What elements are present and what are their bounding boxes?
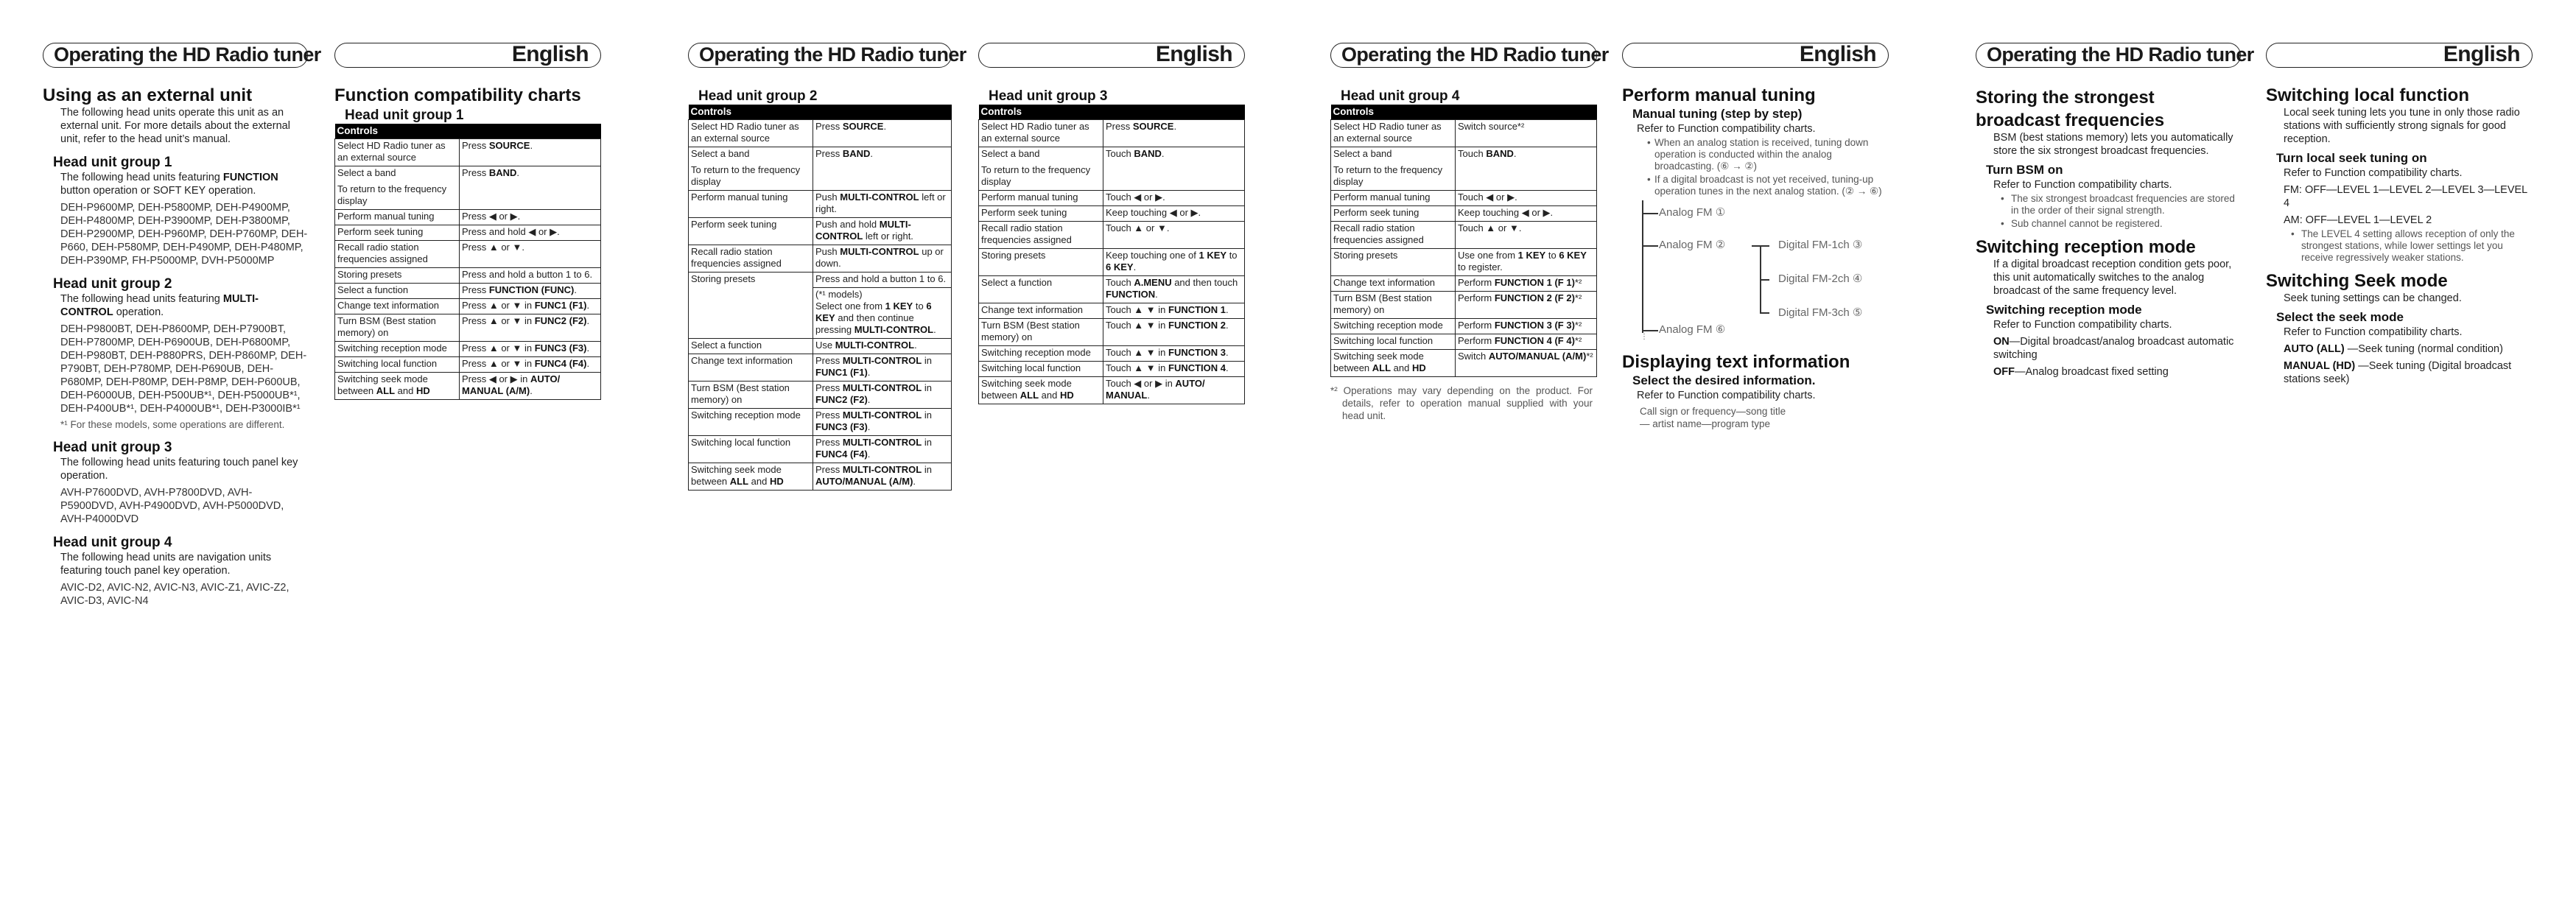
control-action: Touch ▲ ▼ in FUNCTION 2.	[1103, 319, 1245, 346]
control-action: Touch ◀ or ▶ in AUTO/ MANUAL.	[1103, 377, 1245, 404]
table-row	[1331, 319, 1597, 334]
diagram-branch	[1760, 312, 1769, 314]
table-row	[1331, 334, 1597, 350]
table-row	[1331, 222, 1597, 249]
text-info-title: Displaying text information	[1622, 352, 1850, 372]
manual-tuning-title: Perform manual tuning	[1622, 85, 1816, 105]
table-row	[1331, 120, 1597, 147]
control-action: Switch AUTO/MANUAL (A/M)*²	[1456, 350, 1597, 377]
control-action: Press ▲ or ▼ in FUNC1 (F1).	[460, 299, 601, 314]
manual-label: MANUAL (HD)	[2284, 360, 2356, 372]
model-list: DEH-P9800BT, DEH-P8600MP, DEH-P7900BT, DEH-P7800MP, DEH-P6900UB, DEH-P6800MP, DEH-P980BT, DEH-P880PRS, DEH-P860MP, DEH-P790BT, DEH-P780MP, DEH-P690UB, DEH-P680MP, DEH-P80MP, DEH-P8MP, DEH-P600UB, DEH-P6000UB, DEH-P500UB*¹, DEH-P5000UB*¹, DEH-P400UB*¹, DEH-P4000UB*¹, DEH-P3000IB*¹	[60, 323, 307, 415]
group-title: Head unit group 4	[53, 535, 172, 550]
section-header: Operating the HD Radio tuner	[688, 43, 952, 68]
group-desc	[43, 456, 308, 482]
control-name: Turn BSM (Best station memory) on	[1331, 292, 1456, 319]
table-row	[689, 120, 952, 147]
language-header: English	[2266, 43, 2533, 68]
control-action: Press ◀ or ▶ in AUTO/ MANUAL (A/M).	[460, 373, 601, 400]
text-info-subtitle: Select the desired information.	[1632, 373, 1816, 387]
diagram-branch	[1642, 213, 1658, 214]
control-name: Change text information	[1331, 276, 1456, 292]
control-action: Press SOURCE.	[460, 139, 601, 166]
control-action: Perform FUNCTION 2 (F 2)*²	[1456, 292, 1597, 319]
analog-fm-2: Analog FM ②	[1659, 239, 1726, 251]
control-action: Press ▲ or ▼ in FUNC4 (F4).	[460, 357, 601, 373]
control-action: Touch A.MENU and then touch FUNCTION.	[1103, 276, 1245, 303]
table-header: Controls	[335, 124, 601, 139]
control-name: Select HD Radio tuner as an external source	[1331, 120, 1456, 147]
seek-title: Switching Seek mode	[2266, 271, 2448, 291]
reception-title: Switching reception mode	[1976, 237, 2196, 257]
page-manual-tuning	[1622, 43, 1889, 430]
group-footnote: *¹ For these models, some operations are different.	[60, 419, 285, 430]
table-row	[689, 463, 952, 491]
control-name: Switching local function	[335, 357, 460, 373]
control-action: Use one from 1 KEY to 6 KEY to register.	[1456, 249, 1597, 276]
control-name: Perform manual tuning	[335, 210, 460, 225]
desc-bold: MULTI-CONTROL	[60, 293, 259, 318]
language-header: English	[334, 43, 601, 68]
control-action: Keep touching one of 1 KEY to 6 KEY.	[1103, 249, 1245, 276]
table-row	[689, 436, 952, 463]
table-row	[689, 273, 952, 288]
table-row	[979, 206, 1245, 222]
diagram-branch	[1760, 279, 1769, 281]
on-text: —Digital broadcast/analog broadcast automatic switching	[1993, 336, 2234, 361]
table-row	[979, 377, 1245, 404]
off-label: OFF	[1993, 366, 2015, 378]
control-name: Switching local function	[1331, 334, 1456, 350]
table-row	[979, 191, 1245, 206]
control-name: Storing presets	[1331, 249, 1456, 276]
local-fm-levels: FM: OFF—LEVEL 1—LEVEL 2—LEVEL 3—LEVEL 4	[2284, 184, 2527, 209]
control-action: Press and hold a button 1 to 6.	[460, 268, 601, 284]
local-refer: Refer to Function compatibility charts.	[2284, 167, 2463, 179]
control-name: Change text information	[979, 303, 1103, 319]
control-action: Touch BAND.	[1456, 147, 1597, 191]
text-info-refer: Refer to Function compatibility charts.	[1637, 390, 1816, 401]
page-bsm	[1976, 43, 2254, 379]
table-row	[335, 314, 601, 342]
table-row	[1331, 350, 1597, 377]
control-action: Perform FUNCTION 4 (F 4)*²	[1456, 334, 1597, 350]
group-desc	[43, 171, 308, 197]
control-name: Switching reception mode	[689, 409, 813, 436]
table-row	[979, 249, 1245, 276]
section-header: Operating the HD Radio tuner	[1976, 43, 2241, 68]
external-unit-intro: The following head units operate this unit as an external unit. For more details about the external unit, refer to the head unit’s manual.	[60, 107, 290, 145]
table-row	[335, 357, 601, 373]
seek-refer: Refer to Function compatibility charts.	[2284, 326, 2463, 338]
seek-intro: Seek tuning settings can be changed.	[2284, 292, 2462, 304]
control-action: Press MULTI-CONTROL in AUTO/MANUAL (A/M).	[813, 463, 952, 491]
control-action: Perform FUNCTION 3 (F 3)*²	[1456, 319, 1597, 334]
external-unit-title: Using as an external unit	[43, 85, 253, 105]
head-unit-groups	[43, 155, 308, 608]
control-name: Select a function	[689, 339, 813, 354]
reception-off	[1976, 365, 2242, 379]
control-action-alt: (*¹ models) Select one from 1 KEY to 6 KEY and then continue pressing MULTI-CONTROL.	[813, 288, 952, 339]
control-action: Perform FUNCTION 1 (F 1)*²	[1456, 276, 1597, 292]
analog-fm-1: Analog FM ①	[1659, 206, 1726, 219]
control-action: Press MULTI-CONTROL in FUNC4 (F4).	[813, 436, 952, 463]
bsm-title-line1: Storing the strongest	[1976, 88, 2155, 108]
desc-text: The following head units featuring	[60, 293, 223, 305]
table-row	[335, 268, 601, 284]
control-name: Switching seek mode between ALL and HD	[979, 377, 1103, 404]
control-name: Recall radio station frequencies assigned	[1331, 222, 1456, 249]
control-name: Turn BSM (Best station memory) on	[979, 319, 1103, 346]
table-row	[979, 362, 1245, 377]
control-name: Select a function	[979, 276, 1103, 303]
table-row	[689, 354, 952, 382]
model-list: AVH-P7600DVD, AVH-P7800DVD, AVH-P5900DVD, AVH-P4900DVD, AVH-P5000DVD, AVH-P4000DVD	[60, 487, 284, 525]
language-header: English	[1622, 43, 1889, 68]
table-row	[335, 241, 601, 268]
control-action: Keep touching ◀ or ▶.	[1103, 206, 1245, 222]
group-title: Head unit group 1	[53, 155, 172, 170]
control-name: Turn BSM (Best station memory) on	[335, 314, 460, 342]
model-list: DEH-P9600MP, DEH-P5800MP, DEH-P4900MP, DEH-P4800MP, DEH-P3900MP, DEH-P3800MP, DEH-P2900MP, DEH-P960MP, DEH-P760MP, DEH-P660, DEH-P580MP, DEH-P490MP, DEH-P480MP, DEH-P390MP, FH-P5000MP, DVH-P5000MP	[60, 202, 308, 267]
page-charts-3	[978, 43, 1245, 404]
local-bullet: • The LEVEL 4 setting allows reception of only the strongest stations, while lower settings let you receive regressively weaker stations.	[2266, 228, 2533, 264]
manual-tuning-bullet: • If a digital broadcast is not yet received, tuning-up operation tunes in the next analog station. (② → ⑥)	[1622, 174, 1889, 197]
table-row	[689, 245, 952, 273]
control-action: Touch ◀ or ▶.	[1103, 191, 1245, 206]
control-action: Press and hold a button 1 to 6.	[813, 273, 952, 288]
desc-text: The following head units are navigation units featuring touch panel key operation.	[60, 552, 272, 577]
control-name: Change text information	[689, 354, 813, 382]
control-name: Storing presets	[335, 268, 460, 284]
reception-subtitle: Switching reception mode	[1986, 303, 2142, 317]
control-action: Keep touching ◀ or ▶.	[1456, 206, 1597, 222]
table-row	[1331, 191, 1597, 206]
control-name: Storing presets	[979, 249, 1103, 276]
group-title: Head unit group 3	[53, 440, 172, 455]
footnote-2: *² Operations may vary depending on the product. For details, refer to operation manual supplied with your head unit.	[1330, 385, 1593, 421]
control-action: Press FUNCTION (FUNC).	[460, 284, 601, 299]
page-external-unit	[43, 43, 321, 608]
control-name: Perform manual tuning	[1331, 191, 1456, 206]
table-row	[979, 147, 1245, 191]
head-unit-group-1	[43, 155, 308, 267]
desc-text: button operation or SOFT KEY operation.	[60, 185, 256, 197]
control-action: Press ▲ or ▼ in FUNC2 (F2).	[460, 314, 601, 342]
table-row	[1331, 206, 1597, 222]
control-name: Perform manual tuning	[979, 191, 1103, 206]
digital-fm-1ch: Digital FM-1ch ③	[1778, 239, 1863, 251]
table-title: Head unit group 4	[1341, 88, 1460, 104]
table-row	[1331, 147, 1597, 191]
control-name: Select HD Radio tuner as an external source	[335, 139, 460, 166]
diagram-branch	[1642, 330, 1658, 331]
control-name: Recall radio station frequencies assigned	[335, 241, 460, 268]
table-row	[689, 191, 952, 218]
control-action: Press SOURCE.	[813, 120, 952, 147]
control-action: Press ▲ or ▼.	[460, 241, 601, 268]
table-row	[979, 276, 1245, 303]
desc-text: operation.	[113, 306, 164, 318]
control-name: Recall radio station frequencies assigned	[979, 222, 1103, 249]
control-name: Switching reception mode	[979, 346, 1103, 362]
control-action: Press MULTI-CONTROL in FUNC1 (F1).	[813, 354, 952, 382]
local-am-levels: AM: OFF—LEVEL 1—LEVEL 2	[2284, 214, 2432, 226]
control-name: Switching local function	[689, 436, 813, 463]
control-name: Select a band To return to the frequency display	[1331, 147, 1456, 191]
control-name: Select HD Radio tuner as an external source	[689, 120, 813, 147]
section-header: Operating the HD Radio tuner	[43, 43, 308, 68]
table-row	[979, 303, 1245, 319]
table-row	[979, 120, 1245, 147]
table-header: Controls	[689, 105, 952, 120]
table-header: Controls	[979, 105, 1245, 120]
auto-label: AUTO (ALL)	[2284, 343, 2345, 355]
control-name: Change text information	[335, 299, 460, 314]
model-list: AVIC-D2, AVIC-N2, AVIC-N3, AVIC-Z1, AVIC-Z2, AVIC-D3, AVIC-N4	[60, 582, 289, 607]
seek-auto	[2266, 342, 2533, 356]
table-row	[1331, 276, 1597, 292]
bsm-refer: Refer to Function compatibility charts.	[1993, 179, 2172, 191]
table-row	[335, 139, 601, 166]
page-local-seek	[2266, 43, 2533, 386]
off-text: —Analog broadcast fixed setting	[2015, 366, 2169, 378]
control-name: Select HD Radio tuner as an external source	[979, 120, 1103, 147]
table-row	[689, 147, 952, 191]
table-row	[979, 319, 1245, 346]
table-row	[979, 346, 1245, 362]
table-header: Controls	[1331, 105, 1597, 120]
manual-tuning-refer: Refer to Function compatibility charts.	[1637, 123, 1816, 135]
table-row	[335, 210, 601, 225]
control-name: Select a function	[335, 284, 460, 299]
control-name: Select a band To return to the frequency display	[979, 147, 1103, 191]
control-name: Turn BSM (Best station memory) on	[689, 382, 813, 409]
control-name: Perform manual tuning	[689, 191, 813, 218]
bsm-title-line2: broadcast frequencies	[1976, 110, 2165, 130]
control-action: Touch ▲ ▼ in FUNCTION 4.	[1103, 362, 1245, 377]
table-title: Head unit group 2	[698, 88, 818, 104]
group-desc	[43, 551, 308, 577]
tuning-diagram	[1622, 200, 1889, 348]
control-name: Switching seek mode between ALL and HD	[335, 373, 460, 400]
manual-tuning-subtitle: Manual tuning (step by step)	[1632, 107, 1803, 121]
desc-bold: FUNCTION	[222, 172, 278, 183]
reception-intro: If a digital broadcast reception condition gets poor, this unit automatically switches to the analog broadcast of the same frequency level.	[1993, 259, 2232, 297]
control-action: Press ▲ or ▼ in FUNC3 (F3).	[460, 342, 601, 357]
charts-title: Function compatibility charts	[334, 85, 581, 105]
diagram-branch	[1642, 245, 1658, 247]
page-charts-1	[334, 43, 601, 400]
bsm-bullet: • Sub channel cannot be registered.	[1976, 218, 2242, 230]
table-title: Head unit group 1	[345, 108, 464, 123]
table-row	[335, 284, 601, 299]
control-action: Push and hold MULTI-CONTROL left or right.	[813, 218, 952, 245]
table-row	[689, 339, 952, 354]
language-header: English	[978, 43, 1245, 68]
control-action: Switch source*²	[1456, 120, 1597, 147]
table-row	[1331, 249, 1597, 276]
bsm-intro: BSM (best stations memory) lets you automatically store the six strongest broadcast frequencies.	[1993, 132, 2233, 157]
head-unit-group-3	[43, 440, 308, 526]
table-row	[335, 342, 601, 357]
control-name: Switching local function	[979, 362, 1103, 377]
group-desc	[43, 292, 308, 319]
seek-manual	[2266, 359, 2533, 386]
table-row	[335, 225, 601, 241]
controls-table	[978, 105, 1245, 404]
control-name: Perform seek tuning	[689, 218, 813, 245]
control-action: Press MULTI-CONTROL in FUNC3 (F3).	[813, 409, 952, 436]
table-row	[979, 222, 1245, 249]
desc-text: The following head units featuring	[60, 172, 223, 183]
table-row	[1331, 292, 1597, 319]
control-action: Press BAND.	[460, 166, 601, 210]
control-name: Switching seek mode between ALL and HD	[689, 463, 813, 491]
control-action: Press ◀ or ▶.	[460, 210, 601, 225]
control-action: Touch ▲ or ▼.	[1456, 222, 1597, 249]
control-name: Switching reception mode	[335, 342, 460, 357]
control-action: Press SOURCE.	[1103, 120, 1245, 147]
group-title: Head unit group 2	[53, 276, 172, 292]
page-charts-4	[1330, 43, 1609, 422]
controls-table	[688, 105, 952, 491]
analog-fm-6: Analog FM ⑥	[1659, 323, 1726, 336]
control-action: Touch ▲ ▼ in FUNCTION 1.	[1103, 303, 1245, 319]
table-row	[689, 409, 952, 436]
controls-table	[334, 124, 601, 400]
control-name: Perform seek tuning	[979, 206, 1103, 222]
local-title: Switching local function	[2266, 85, 2469, 105]
control-name: Recall radio station frequencies assigned	[689, 245, 813, 273]
local-intro: Local seek tuning lets you tune in only those radio stations with sufficiently strong signals for good reception.	[2284, 107, 2520, 145]
head-unit-group-2	[43, 276, 308, 431]
control-action: Push MULTI-CONTROL up or down.	[813, 245, 952, 273]
reception-refer: Refer to Function compatibility charts.	[1993, 319, 2172, 331]
digital-fm-2ch: Digital FM-2ch ④	[1778, 273, 1863, 285]
table-row	[689, 382, 952, 409]
control-action: Press MULTI-CONTROL in FUNC2 (F2).	[813, 382, 952, 409]
text-info-sequence: Call sign or frequency—song title— artist name—program type	[1640, 406, 1786, 429]
digital-fm-3ch: Digital FM-3ch ⑤	[1778, 306, 1863, 319]
bsm-subtitle: Turn BSM on	[1986, 163, 2063, 177]
manual-tuning-bullet: • When an analog station is received, tuning down operation is conducted within the analog broadcasting. (⑥ → ②)	[1622, 137, 1889, 172]
control-action: Touch BAND.	[1103, 147, 1245, 191]
manual-text: —Seek tuning (Digital broadcast stations seek)	[2284, 360, 2512, 385]
control-action: Touch ◀ or ▶.	[1456, 191, 1597, 206]
control-name: Storing presets	[689, 273, 813, 339]
table-row	[689, 218, 952, 245]
desc-text: The following head units featuring touch panel key operation.	[60, 457, 298, 482]
controls-table	[1330, 105, 1597, 377]
control-action: Touch ▲ or ▼.	[1103, 222, 1245, 249]
control-action: Touch ▲ ▼ in FUNCTION 3.	[1103, 346, 1245, 362]
control-action: Push MULTI-CONTROL left or right.	[813, 191, 952, 218]
section-header: Operating the HD Radio tuner	[1330, 43, 1597, 68]
control-name: Perform seek tuning	[335, 225, 460, 241]
local-subtitle: Turn local seek tuning on	[2276, 151, 2427, 165]
table-row	[335, 166, 601, 210]
auto-text: —Seek tuning (normal condition)	[2344, 343, 2503, 355]
head-unit-group-4	[43, 535, 308, 608]
table-row	[335, 299, 601, 314]
bsm-bullet: • The six strongest broadcast frequencies are stored in the order of their signal strength.	[1976, 193, 2242, 217]
control-name: Switching seek mode between ALL and HD	[1331, 350, 1456, 377]
table-title: Head unit group 3	[989, 88, 1108, 104]
control-action: Press BAND.	[813, 147, 952, 191]
control-name: Perform seek tuning	[1331, 206, 1456, 222]
control-name: Switching reception mode	[1331, 319, 1456, 334]
diagram-trunk-line	[1642, 200, 1643, 333]
seek-subtitle: Select the seek mode	[2276, 310, 2404, 324]
diagram-continuation-dots: ⋮	[1640, 333, 1648, 341]
control-action: Use MULTI-CONTROL.	[813, 339, 952, 354]
table-row	[335, 373, 601, 400]
on-label: ON	[1993, 336, 2010, 348]
page-charts-2	[688, 43, 966, 491]
control-name: Select a band To return to the frequency display	[689, 147, 813, 191]
control-name: Select a band To return to the frequency display	[335, 166, 460, 210]
control-action: Press and hold ◀ or ▶.	[460, 225, 601, 241]
reception-on	[1976, 335, 2242, 362]
